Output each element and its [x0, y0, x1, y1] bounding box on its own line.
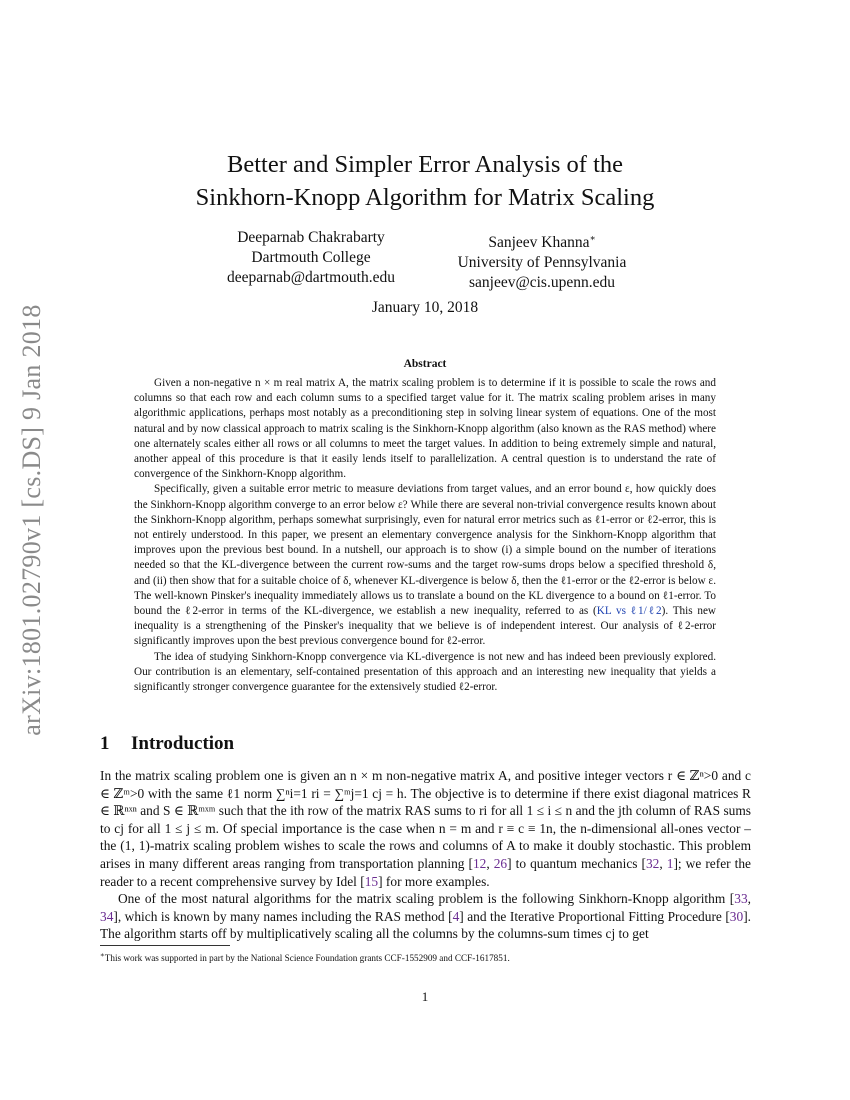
abstract-body [134, 376, 716, 695]
author-name: Sanjeev Khanna [488, 234, 590, 252]
paper-title [100, 148, 750, 214]
abstract-paragraph: Given a non-negative n × m real matrix A, the matrix scaling problem is to determine if it is possible to scale the rows and columns so that each row and each column sums to a specified target value for it. The matrix scaling problem arises in many algorithmic applications, perhaps most notably as a preconditioning step in solving linear system of equations. One of the most natural and by now classical approach to matrix scaling is the Sinkhorn-Knopp algorithm (also known as the RAS method) where one alternately scales either all rows or all columns to meet the target values. In addition to being extremely simple and natural, another appeal of this procedure is that it easily lends itself to parallelization. A central question is to understand the rate of convergence of the Sinkhorn-Knopp algorithm. [134, 377, 716, 481]
citation-link[interactable]: 34 [100, 908, 114, 924]
author-block-2 [432, 228, 652, 293]
arxiv-stamp-text: arXiv:1801.02790v1 [cs.DS] 9 Jan 2018 [17, 304, 46, 736]
title-line-2: Sinkhorn-Knopp Algorithm for Matrix Scaling [195, 184, 655, 211]
citation-link[interactable]: 33 [734, 891, 748, 907]
arxiv-identifier-stamp [12, 285, 52, 755]
section-number: 1 [100, 733, 110, 754]
inequality-reference-link[interactable]: KL vs ℓ1/ℓ2 [596, 605, 662, 618]
citation-link[interactable]: 26 [493, 855, 508, 871]
page-number: 1 [421, 989, 429, 1004]
footnote-text: This work was supported in part by the National Science Foundation grants CCF-1552909 and CCF-1617851. [104, 953, 510, 964]
title-line-1: Better and Simpler Error Analysis of the [227, 151, 623, 178]
footnote-mark: ∗ [100, 951, 105, 959]
body-paragraph: In the matrix scaling problem one is given an n × m non-negative matrix A, and positive integer vectors r ∈ ℤⁿ>0 and c ∈ ℤᵐ>0 with the same ℓ1 norm ∑ⁿi=1 ri = ∑ᵐj=1 cj = h. The objective is to determine if there exist diagonal matrices R ∈ ℝⁿˣⁿ and S ∈ ℝᵐˣᵐ such that the ith row of the matrix RAS sums to ri for all 1 ≤ i ≤ n and the jth column of RAS sums to cj for all 1 ≤ j ≤ m. Of special importance is the case when n = m and r ≡ c ≡ 1n, the n-dimensional all-ones vector – the (1, 1)-matrix scaling problem wishes to scale the rows and columns of A to make it doubly stochastic. This problem arises in many different areas ranging from transportation planning [12, 26] to quantum mechanics [32, 1]; we refer the reader to a recent comprehensive survey by Idel [15] for more examples. [100, 768, 751, 889]
author-email[interactable]: deeparnab@dartmouth.edu [227, 269, 395, 286]
citation-link[interactable]: 32 [645, 855, 660, 871]
introduction-body [100, 767, 751, 943]
citation-link[interactable]: 15 [364, 873, 379, 889]
footnote-mark[interactable]: ∗ [589, 233, 596, 243]
section-title: Introduction [131, 733, 235, 754]
citation-link[interactable]: 30 [729, 908, 744, 924]
abstract-paragraph: Specifically, given a suitable error metric to measure deviations from target values, and an error bound ε, how quickly does the Sinkhorn-Knopp algorithm converge to an error below ε? While there are several non-trivial convergence results known about the Sinkhorn-Knopp algorithm, perhaps somewhat surprisingly, even for natural error metrics such as ℓ1-error or ℓ2-error, this is not entirely understood. In this paper, we present an elementary convergence analysis for the Sinkhorn-Knopp algorithm that improves upon the previous best bound. In a nutshell, our approach is to show (i) a simple bound on the number of iterations needed so that the KL-divergence between the current row-sums and the target row-sums drops below a specified threshold δ, and (ii) then show that for a suitable choice of δ, whenever KL-divergence is below δ, then the ℓ1-error or the ℓ2-error is below ε. The well-known Pinsker's inequality immediately allows us to translate a bound on the KL divergence to a bound on ℓ1-error. To bound the ℓ2-error in terms of the KL-divergence, we establish a new inequality, referred to as (KL vs ℓ1/ℓ2). This new inequality is a strengthening of the Pinsker's inequality that we believe is of independent interest. Our analysis of ℓ2-error significantly improves upon the best previous convergence bound for ℓ2-error. [134, 483, 716, 648]
footnote-divider [100, 945, 230, 946]
footnote [100, 949, 751, 964]
section-heading [100, 733, 234, 755]
author-email[interactable]: sanjeev@cis.upenn.edu [469, 274, 615, 292]
abstract-heading: Abstract [403, 358, 447, 370]
paper-date: January 10, 2018 [371, 299, 479, 316]
author-name: Deeparnab Chakrabarty [237, 229, 385, 246]
author-affiliation: Dartmouth College [251, 249, 371, 266]
abstract-paragraph: The idea of studying Sinkhorn-Knopp convergence via KL-divergence is not new and has indeed been previously explored. Our contribution is an elementary, self-contained presentation of this approach and an interesting new inequality that yields a significantly stronger convergence guarantee for the extensively studied ℓ2-error. [134, 650, 716, 694]
citation-link[interactable]: 12 [472, 855, 487, 871]
author-affiliation: University of Pennsylvania [457, 254, 627, 272]
citation-link[interactable]: 4 [452, 908, 460, 924]
author-block-1 [196, 228, 426, 288]
citation-link[interactable]: 1 [666, 855, 674, 871]
body-paragraph: One of the most natural algorithms for the matrix scaling problem is the following Sinkhorn-Knopp algorithm [33, 34], which is known by many names including the RAS method [4] and the Iterative Proportional Fitting Procedure [30]. The algorithm starts off by multiplicatively scaling all the columns by the columns-sum times cj to get [100, 891, 751, 942]
